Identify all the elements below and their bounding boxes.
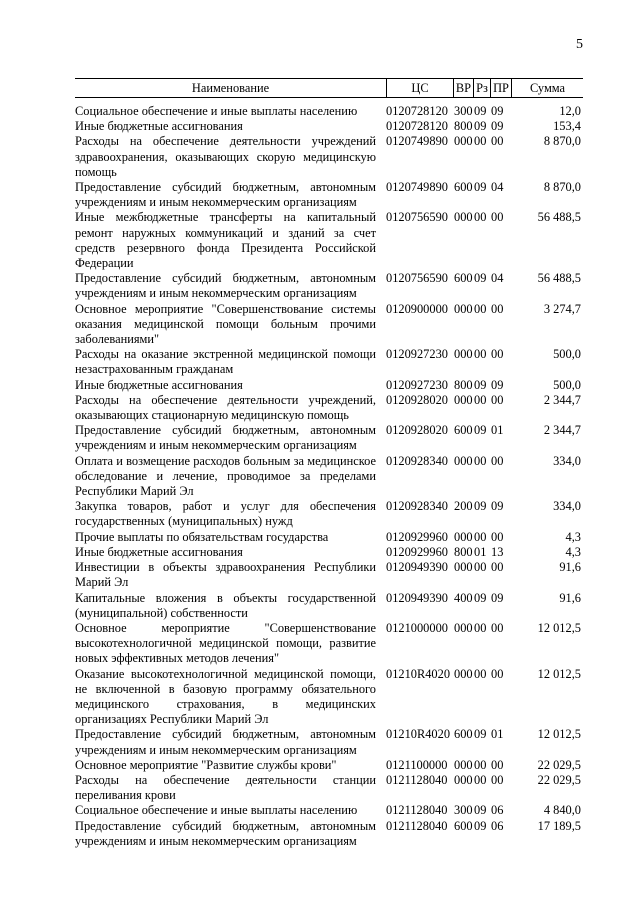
row-pr: 00 — [491, 210, 504, 225]
row-cs: 0121128040 — [386, 803, 448, 818]
row-sum: 22 029,5 — [537, 772, 581, 787]
table-row — [75, 727, 583, 757]
row-vr: 300 — [454, 803, 473, 818]
row-pr: 00 — [491, 772, 504, 787]
table-row — [75, 773, 583, 803]
row-name: Предоставление субсидий бюджетным, автономным учреждениям и иным некоммерческим организациям — [75, 727, 376, 757]
row-vr: 300 — [454, 104, 473, 118]
row-pr: 00 — [491, 392, 504, 407]
row-rz: 00 — [474, 529, 487, 544]
table-row — [75, 530, 583, 545]
row-pr: 04 — [491, 271, 504, 286]
row-rz: 09 — [474, 180, 487, 195]
row-cs: 01210R4020 — [386, 727, 451, 742]
row-sum: 91,6 — [559, 560, 581, 575]
table-row — [75, 423, 583, 453]
header-rz: Рз — [476, 81, 488, 95]
row-rz: 09 — [474, 271, 487, 286]
row-vr: 800 — [454, 377, 473, 392]
row-pr: 00 — [491, 301, 504, 316]
row-rz: 00 — [474, 392, 487, 407]
row-cs: 0120928020 — [386, 392, 448, 407]
row-sum: 334,0 — [553, 499, 581, 514]
row-name: Предоставление субсидий бюджетным, автономным учреждениям и иным некоммерческим организациям — [75, 271, 376, 301]
row-pr: 09 — [491, 590, 504, 605]
row-name: Предоставление субсидий бюджетным, автономным учреждениям и иным некоммерческим организациям — [75, 423, 376, 453]
row-sum: 12 012,5 — [537, 666, 581, 681]
row-rz: 00 — [474, 210, 487, 225]
row-name: Социальное обеспечение и иные выплаты населению — [75, 803, 358, 818]
table-row — [75, 454, 583, 500]
table-row — [75, 378, 583, 393]
row-sum: 2 344,7 — [543, 423, 581, 438]
header-name: Наименование — [191, 81, 270, 95]
row-rz: 09 — [474, 803, 487, 818]
row-vr: 400 — [454, 590, 473, 605]
row-sum: 22 029,5 — [537, 757, 581, 772]
page-number: 5 — [576, 37, 583, 52]
row-name: Капитальные вложения в объекты государственной (муниципальной) собственности — [75, 590, 376, 620]
row-sum: 2 344,7 — [543, 392, 581, 407]
row-vr: 000 — [454, 392, 473, 407]
row-cs: 0120928340 — [386, 453, 448, 468]
row-vr: 600 — [454, 727, 473, 742]
row-vr: 600 — [454, 180, 473, 195]
row-vr: 000 — [454, 301, 473, 316]
row-sum: 153,4 — [553, 119, 581, 134]
row-name: Расходы на обеспечение деятельности учреждений здравоохранения, оказывающих скорую медицинскую помощь — [75, 134, 376, 179]
row-rz: 00 — [474, 620, 487, 635]
row-cs: 0120949390 — [386, 560, 448, 575]
row-name: Расходы на обеспечение деятельности учреждений, оказывающих стационарную медицинскую помощь — [75, 392, 376, 423]
row-name: Иные бюджетные ассигнования — [75, 119, 243, 134]
table-row — [75, 803, 583, 818]
row-rz: 01 — [474, 544, 487, 559]
row-sum: 3 274,7 — [543, 301, 581, 316]
row-sum: 56 488,5 — [537, 271, 581, 286]
row-vr: 000 — [454, 529, 473, 544]
table-header — [75, 78, 583, 98]
table-row — [75, 180, 583, 210]
header-vr: ВР — [455, 81, 472, 95]
row-cs: 0120927230 — [386, 377, 448, 392]
row-rz: 09 — [474, 727, 487, 742]
row-cs: 0120928340 — [386, 499, 448, 514]
row-cs: 0121000000 — [386, 620, 448, 635]
row-sum: 4 840,0 — [543, 803, 581, 818]
row-pr: 09 — [491, 377, 504, 392]
table-row — [75, 302, 583, 348]
row-name: Оплата и возмещение расходов больным за медицинское обследование и лечение, проводимое за пределами Республики Марий Эл — [75, 453, 376, 499]
row-vr: 000 — [454, 347, 473, 362]
budget-table — [75, 104, 583, 849]
row-name: Расходы на оказание экстренной медицинской помощи незастрахованным гражданам — [75, 347, 376, 377]
row-name: Социальное обеспечение и иные выплаты населению — [75, 104, 358, 118]
row-rz: 09 — [474, 119, 487, 134]
table-row — [75, 545, 583, 560]
row-rz: 09 — [474, 423, 487, 438]
row-name: Иные межбюджетные трансферты на капитальный ремонт наружных коммуникаций и зданий за счет средств резервного фонда Президента Российской Федерации — [75, 210, 376, 271]
row-pr: 09 — [491, 499, 504, 514]
row-cs: 0121128040 — [386, 772, 448, 787]
row-cs: 0120756590 — [386, 271, 448, 286]
row-cs: 0120728120 — [386, 119, 448, 134]
row-rz: 00 — [474, 347, 487, 362]
row-rz: 09 — [474, 377, 487, 392]
row-rz: 00 — [474, 560, 487, 575]
row-sum: 334,0 — [553, 453, 581, 468]
row-vr: 600 — [454, 818, 473, 833]
table-row — [75, 758, 583, 773]
row-pr: 06 — [491, 818, 504, 833]
row-sum: 500,0 — [553, 347, 581, 362]
row-cs: 0120927230 — [386, 347, 448, 362]
table-row — [75, 271, 583, 301]
row-pr: 06 — [491, 803, 504, 818]
header-pr: ПР — [493, 81, 509, 95]
row-vr: 000 — [454, 453, 473, 468]
row-cs: 0120928020 — [386, 423, 448, 438]
table-row — [75, 667, 583, 728]
header-sum: Сумма — [529, 81, 566, 95]
row-rz: 00 — [474, 134, 487, 149]
row-sum: 17 189,5 — [537, 818, 581, 833]
row-name: Основное мероприятие "Развитие службы крови" — [75, 757, 337, 772]
row-pr: 00 — [491, 620, 504, 635]
row-vr: 600 — [454, 423, 473, 438]
row-rz: 00 — [474, 757, 487, 772]
row-rz: 09 — [474, 104, 487, 118]
row-cs: 0120749890 — [386, 134, 448, 149]
row-name: Иные бюджетные ассигнования — [75, 544, 243, 559]
row-vr: 000 — [454, 772, 473, 787]
row-rz: 09 — [474, 818, 487, 833]
table-row — [75, 819, 583, 849]
row-pr: 00 — [491, 757, 504, 772]
table-row — [75, 591, 583, 621]
row-cs: 0120929960 — [386, 544, 448, 559]
row-sum: 56 488,5 — [537, 210, 581, 225]
table-row — [75, 393, 583, 423]
row-cs: 0120756590 — [386, 210, 448, 225]
row-pr: 00 — [491, 347, 504, 362]
row-name: Предоставление субсидий бюджетным, автономным учреждениям и иным некоммерческим организациям — [75, 818, 376, 848]
row-vr: 000 — [454, 620, 473, 635]
row-vr: 000 — [454, 666, 473, 681]
row-cs: 0120929960 — [386, 529, 448, 544]
row-vr: 200 — [454, 499, 473, 514]
row-rz: 00 — [474, 301, 487, 316]
row-sum: 12,0 — [559, 104, 581, 118]
row-name: Закупка товаров, работ и услуг для обеспечения государственных (муниципальных) нужд — [75, 499, 376, 529]
row-pr: 04 — [491, 180, 504, 195]
row-rz: 00 — [474, 772, 487, 787]
row-cs: 0121128040 — [386, 818, 448, 833]
row-rz: 09 — [474, 590, 487, 605]
row-cs: 0120900000 — [386, 301, 448, 316]
row-name: Прочие выплаты по обязательствам государства — [75, 529, 329, 544]
row-rz: 00 — [474, 453, 487, 468]
row-pr: 00 — [491, 529, 504, 544]
table-row — [75, 134, 583, 180]
row-pr: 00 — [491, 560, 504, 575]
row-pr: 09 — [491, 104, 504, 118]
row-name: Иные бюджетные ассигнования — [75, 377, 243, 392]
row-cs: 0120949390 — [386, 590, 448, 605]
row-name: Основное мероприятие "Совершенствование высокотехнологичной медицинской помощи, развитие новых эффективных методов лечения" — [75, 620, 376, 666]
row-pr: 01 — [491, 727, 504, 742]
row-rz: 00 — [474, 666, 487, 681]
row-sum: 4,3 — [565, 544, 581, 559]
row-cs: 0121100000 — [386, 757, 448, 772]
row-vr: 000 — [454, 757, 473, 772]
row-vr: 600 — [454, 271, 473, 286]
row-name: Расходы на обеспечение деятельности станции переливания крови — [75, 772, 376, 803]
row-pr: 00 — [491, 453, 504, 468]
row-pr: 00 — [491, 134, 504, 149]
row-sum: 4,3 — [565, 529, 581, 544]
row-pr: 13 — [491, 544, 504, 559]
table-row — [75, 347, 583, 377]
row-vr: 800 — [454, 119, 473, 134]
row-vr: 000 — [454, 560, 473, 575]
table-row — [75, 560, 583, 590]
row-sum: 91,6 — [559, 590, 581, 605]
row-vr: 000 — [454, 134, 473, 149]
row-vr: 000 — [454, 210, 473, 225]
row-cs: 0120749890 — [386, 180, 448, 195]
row-name: Предоставление субсидий бюджетным, автономным учреждениям и иным некоммерческим организациям — [75, 180, 376, 210]
row-sum: 8 870,0 — [543, 180, 581, 195]
row-sum: 12 012,5 — [537, 727, 581, 742]
row-name: Инвестиции в объекты здравоохранения Республики Марий Эл — [75, 560, 376, 590]
table-row — [75, 119, 583, 134]
table-row — [75, 104, 583, 119]
table-row — [75, 210, 583, 271]
row-name: Оказание высокотехнологичной медицинской помощи, не включенной в базовую программу обязательного медицинского страхования, в медицинских организациях Республики Марий Эл — [75, 666, 376, 727]
table-row — [75, 621, 583, 667]
table-row — [75, 499, 583, 529]
row-pr: 01 — [491, 423, 504, 438]
row-cs: 0120728120 — [386, 104, 448, 118]
header-cs: ЦС — [411, 81, 429, 95]
row-name: Основное мероприятие "Совершенствование системы оказания медицинской помощи больным прочими заболеваниями" — [75, 301, 376, 347]
row-sum: 500,0 — [553, 377, 581, 392]
row-sum: 12 012,5 — [537, 620, 581, 635]
row-cs: 01210R4020 — [386, 666, 451, 681]
row-rz: 09 — [474, 499, 487, 514]
row-pr: 00 — [491, 666, 504, 681]
row-pr: 09 — [491, 119, 504, 134]
row-vr: 800 — [454, 544, 473, 559]
row-sum: 8 870,0 — [543, 134, 581, 149]
